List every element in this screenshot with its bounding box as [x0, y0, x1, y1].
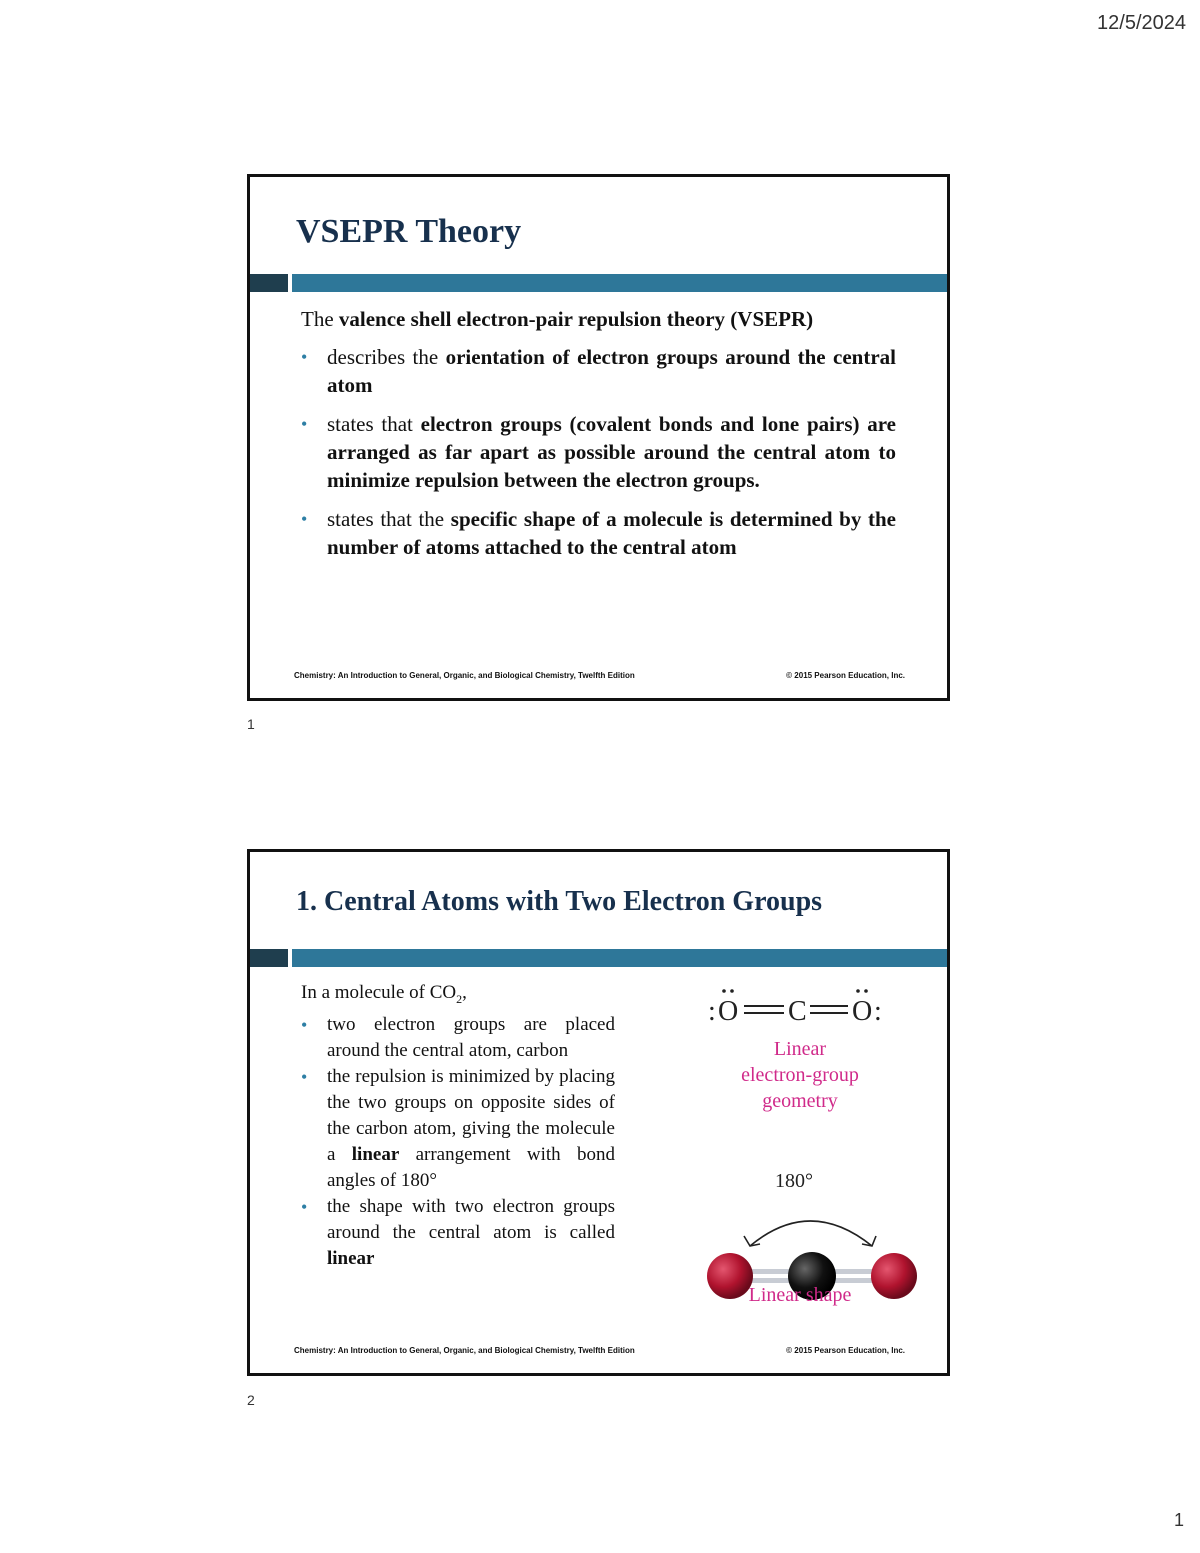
print-date: 12/5/2024 [1097, 12, 1186, 34]
slide-body [301, 305, 896, 572]
co2-figure [680, 982, 920, 1312]
bullet-list [301, 343, 896, 561]
bullet-icon: • [301, 509, 308, 529]
slide-footer-copyright: © 2015 Pearson Education, Inc. [786, 671, 905, 680]
bullet-icon: • [301, 414, 308, 434]
list-item: • states that electron groups (covalent bonds and lone pairs) are arranged as far apart as possible around the central atom to minimize repulsion between the electron groups. [301, 412, 896, 492]
bullet-icon: • [301, 1196, 308, 1217]
bullet-icon: • [301, 1014, 308, 1035]
slide-footer-copyright: © 2015 Pearson Education, Inc. [786, 1346, 905, 1355]
slide-footer-source: Chemistry: An Introduction to General, Organic, and Biological Chemistry, Twelfth Edition [294, 671, 635, 680]
svg-text:O: O [852, 996, 873, 1027]
slide-footer-source: Chemistry: An Introduction to General, Organic, and Biological Chemistry, Twelfth Edition [294, 1346, 635, 1355]
slide-2 [247, 849, 950, 1376]
slide-number: 2 [247, 1392, 255, 1408]
lewis-structure [680, 982, 920, 1032]
bullet-icon: • [301, 347, 308, 367]
list-item: • states that the specific shape of a molecule is determined by the number of atoms attached to the central atom [301, 507, 896, 559]
bullet-icon: • [301, 1066, 308, 1087]
svg-text:C: C [788, 996, 807, 1027]
list-item: • two electron groups are placed around the central atom, carbon [301, 1013, 615, 1061]
bond-angle-label: 180° [775, 1170, 813, 1192]
svg-text:O: O [718, 996, 739, 1027]
slide-1 [247, 174, 950, 701]
slide-title: VSEPR Theory [296, 213, 522, 250]
title-bar-dark [250, 949, 288, 967]
list-item: • the repulsion is minimized by placing the two groups on opposite sides of the carbon atom, giving the molecule a linear arrangement with bond angles of 180° [301, 1065, 615, 1191]
intro-text: The valence shell electron-pair repulsion theory (VSEPR) [301, 307, 814, 331]
intro-text: In a molecule of $CO_2$, [301, 982, 467, 1006]
page-number: 1 [1173, 1510, 1184, 1530]
slide-number: 1 [247, 716, 255, 732]
title-bar-light [292, 274, 947, 292]
svg-text::: : [874, 996, 882, 1027]
slide-body [301, 980, 615, 1272]
list-item: • describes the orientation of electron groups around the central atom [301, 345, 896, 397]
title-bar-light [292, 949, 947, 967]
list-item: • the shape with two electron groups around the central atom is called linear [301, 1195, 615, 1269]
geometry-label: Linear electron-group geometry [741, 1038, 859, 1112]
svg-text::: : [708, 996, 716, 1027]
shape-label: Linear shape [748, 1284, 852, 1306]
angle-arc [750, 1221, 872, 1246]
bullet-list [301, 1012, 615, 1272]
slide-title: 1. Central Atoms with Two Electron Groups [296, 886, 823, 917]
title-bar-dark [250, 274, 288, 292]
